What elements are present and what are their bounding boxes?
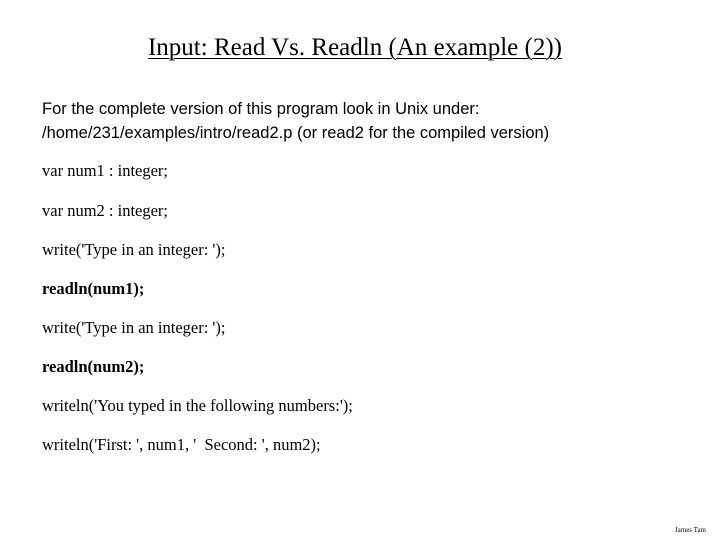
code-line-var-num2: var num2 : integer; bbox=[42, 201, 169, 220]
code-line-var-num1: var num1 : integer; bbox=[42, 161, 169, 180]
slide-title: Input: Read Vs. Readln (An example (2)) bbox=[147, 34, 562, 61]
code-line-writeln-message: writeln('You typed in the following numbers:'); bbox=[42, 396, 353, 415]
intro-text bbox=[42, 97, 549, 145]
code-line-readln-num2: readln(num2); bbox=[42, 357, 145, 376]
intro-line-2: /home/231/examples/intro/read2.p (or read2 for the compiled version) bbox=[42, 124, 550, 142]
code-line-readln-num1: readln(num1); bbox=[42, 279, 145, 298]
code-line-writeln-values: writeln('First: ', num1, ' Second: ', num2); bbox=[42, 435, 321, 454]
code-line-write-prompt-2: write('Type in an integer: '); bbox=[42, 318, 226, 337]
author-footer: James Tam bbox=[674, 526, 706, 534]
code-line-write-prompt-1: write('Type in an integer: '); bbox=[42, 240, 226, 259]
intro-line-1: For the complete version of this program look in Unix under: bbox=[42, 100, 480, 118]
